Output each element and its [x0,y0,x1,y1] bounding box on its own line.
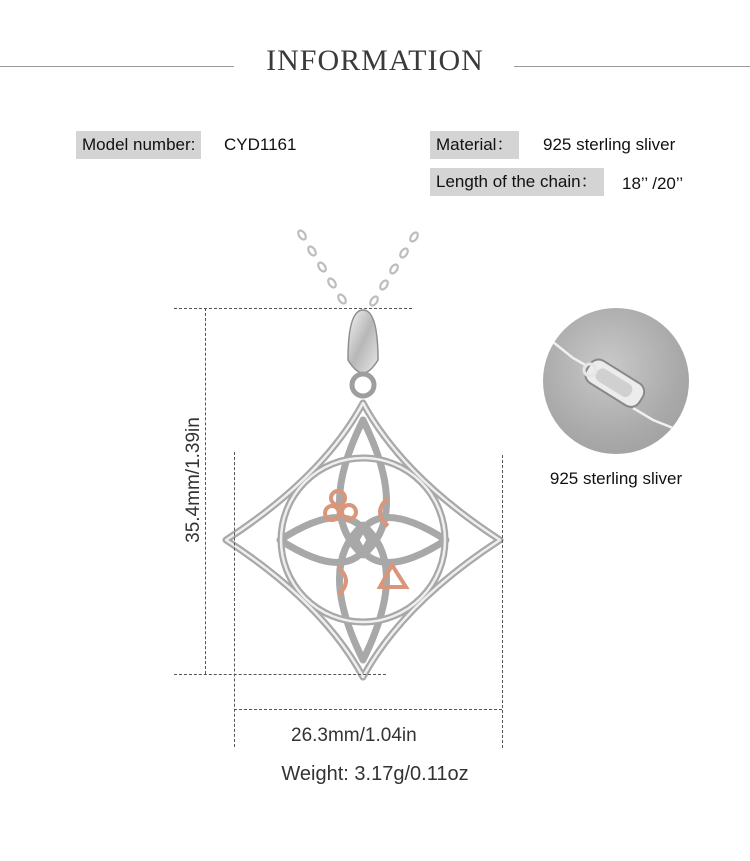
height-bottom-guide [174,674,386,675]
weight-label: Weight: 3.17g/0.11oz [281,763,469,785]
material-label: Material： [430,131,519,159]
material-value: 925 sterling sliver [543,135,676,154]
page-title: INFORMATION [266,44,484,77]
bail-icon [348,310,378,373]
height-dimension-label: 35.4mm/1.39in [183,417,204,543]
width-right-guide [502,455,503,748]
pendant-image [220,215,520,685]
width-dimension-label: 26.3mm/1.04in [291,725,417,746]
chain-length-value: 18’’ /20’’ [622,174,684,193]
height-top-guide [174,308,412,309]
clasp-icon [543,308,689,454]
width-left-guide [234,452,235,747]
detail-caption: 925 sterling sliver [549,469,683,488]
model-number-label: Model number: [76,131,201,159]
width-dimension-line [234,709,502,710]
chain-length-label: Length of the chain： [430,168,604,196]
clasp-detail-image [543,308,689,454]
chain-icon [297,229,420,307]
model-number-value: CYD1161 [224,135,297,154]
